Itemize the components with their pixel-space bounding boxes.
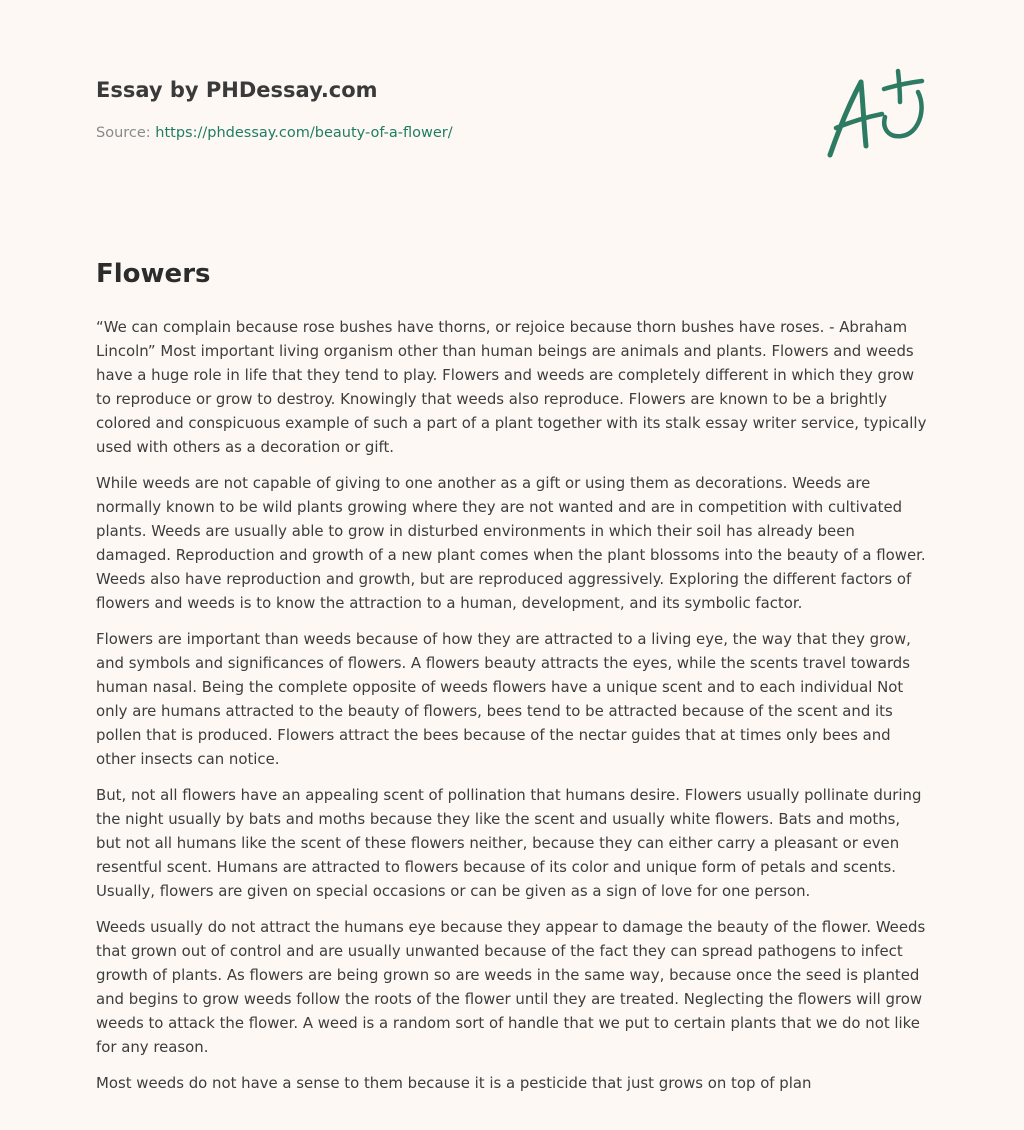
document-title: Flowers: [96, 259, 211, 289]
a-plus-grade-logo: [824, 68, 928, 164]
essay-paragraph: Most weeds do not have a sense to them because it is a pesticide that just grows on top of plan: [96, 1074, 812, 1092]
page-header: [96, 72, 928, 182]
essay-paragraph: Weeds usually do not attract the humans eye because they appear to damage the beauty of the flower. Weeds that grown out of control and are usually unwanted because of the fact they can spread pathogens to infect growth of plants. As flowers are being grown so are weeds in the same way, because once the seed is planted and begins to grow weeds follow the roots of the flower until they are treated. Neglecting the flowers will grow weeds to attack the flower. A weed is a random sort of handle that we put to certain plants that we do not like for any reason.: [96, 918, 926, 1056]
source-label: Source:: [96, 125, 151, 141]
essay-paragraph: “We can complain because rose bushes have thorns, or rejoice because thorn bushes have roses. - Abraham Lincoln” Most important living organism other than human beings are animals and plants. Flowers and weeds have a huge role in life that they tend to play. Flowers and weeds are completely different in which they grow to reproduce or grow to destroy. Knowingly that weeds also reproduce. Flowers are known to be a brightly colored and conspicuous example of such a part of a plant together with its stalk essay writer service, typically used with others as a decoration or gift.: [96, 318, 927, 456]
site-title: Essay by PHDessay.com: [96, 78, 378, 102]
essay-paragraph: But, not all flowers have an appealing scent of pollination that humans desire. Flowers usually pollinate during the night usually by bats and moths because they like the scent and usually white flowers. Bats and moths, but not all humans like the scent of these flowers neither, because they can either carry a pleasant or even resentful scent. Humans are attracted to flowers because of its color and unique form of petals and scents. Usually, flowers are given on special occasions or can be given as a sign of love for one person.: [96, 786, 922, 900]
essay-paragraph: While weeds are not capable of giving to one another as a gift or using them as decorations. Weeds are normally known to be wild plants growing where they are not wanted and are in competition with cultivated plants. Weeds are usually able to grow in disturbed environments in which their soil has already been damaged. Reproduction and growth of a new plant comes when the plant blossoms into the beauty of a flower. Weeds also have reproduction and growth, but are reproduced aggressively. Exploring the different factors of flowers and weeds is to know the attraction to a human, development, and its symbolic factor.: [96, 474, 926, 612]
essay-paragraph: Flowers are important than weeds because of how they are attracted to a living eye, the way that they grow, and symbols and significances of flowers. A flowers beauty attracts the eyes, while the scents travel towards human nasal. Being the complete opposite of weeds flowers have a unique scent and to each individual Not only are humans attracted to the beauty of flowers, bees tend to be attracted because of the scent and its pollen that is produced. Flowers attract the bees because of the nectar guides that at times only bees and other insects can notice.: [96, 630, 911, 768]
source-line: [96, 123, 453, 143]
essay-body: [96, 315, 928, 1107]
source-link[interactable]: https://phdessay.com/beauty-of-a-flower/: [155, 125, 453, 141]
